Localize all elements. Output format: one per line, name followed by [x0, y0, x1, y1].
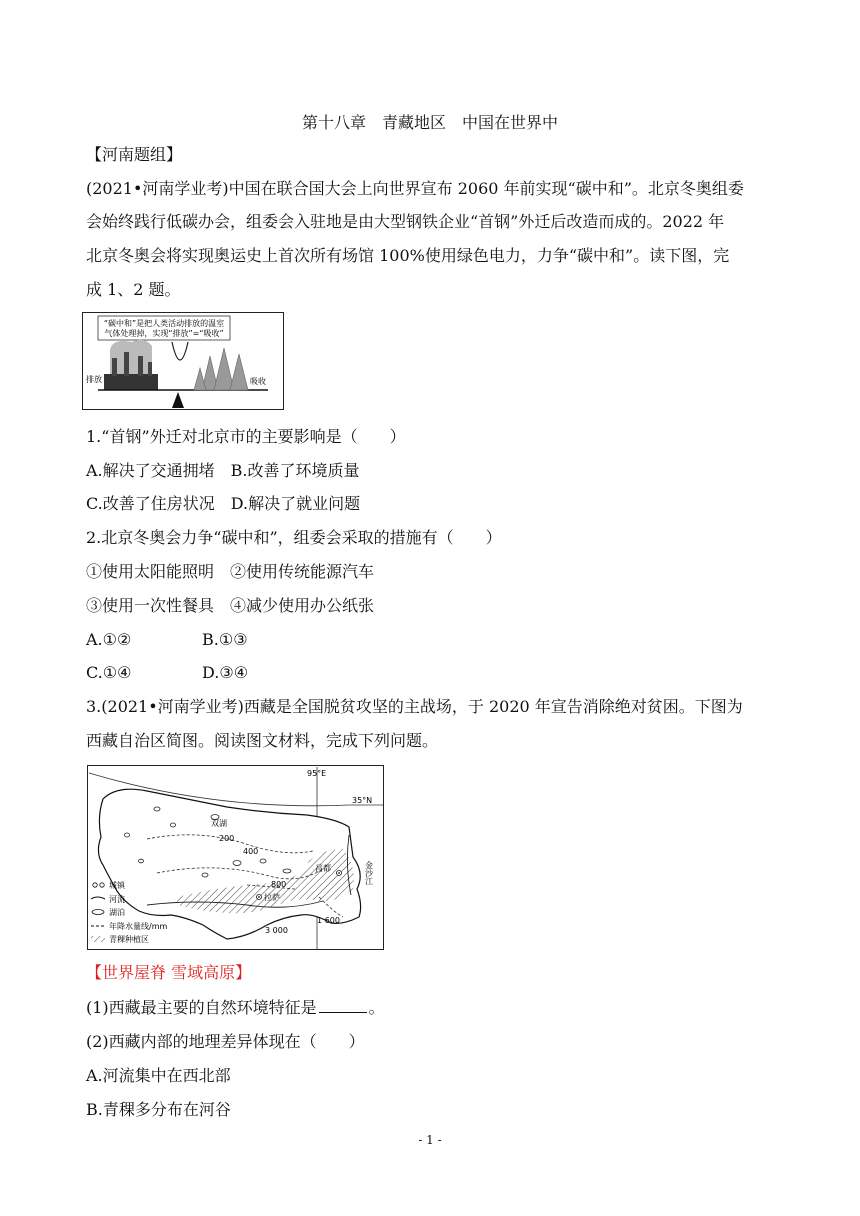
question-1-options-ab: A.解决了交通拥堵 B.改善了环境质量 [86, 461, 360, 480]
question-2-stem: 2.北京冬奥会力争“碳中和”，组委会采取的措施有（ ） [86, 528, 502, 547]
question-2-items-12: ①使用太阳能照明 ②使用传统能源汽车 [86, 562, 375, 581]
question-1-stem: 1.“首钢”外迁对北京市的主要影响是（ ） [86, 427, 406, 446]
isohyet-label-400: 400 [243, 847, 259, 856]
isohyet-label-800: 800 [271, 880, 287, 889]
isohyet-label-200: 200 [219, 834, 235, 843]
intro-line-3: 北京冬奥会将实现奥运史上首次所有场馆 100%使用绿色电力，力争“碳中和”。读下图，完 [86, 246, 730, 265]
isohyet-label-3000: 3 000 [265, 926, 288, 935]
legend-river: 河流 [109, 895, 125, 904]
question-2-option-c: C.①④ [86, 663, 132, 682]
question-3-line-1: 3.(2021•河南学业考)西藏是全国脱贫攻坚的主战场，于 2020 年宣告消除绝对贫困。下图为 [86, 697, 743, 716]
question-2-option-b: B.①③ [202, 630, 248, 649]
carbon-neutral-figure [82, 312, 284, 410]
question-1-options-cd: C.改善了住房状况 D.解决了就业问题 [86, 494, 361, 513]
question-2-option-a: A.①② [86, 630, 132, 649]
group-heading: 【河南题组】 [86, 145, 183, 164]
question-3-line-2: 西藏自治区简图。阅读图文材料，完成下列问题。 [86, 731, 439, 750]
question-2-items-34: ③使用一次性餐具 ④减少使用办公纸张 [86, 596, 375, 615]
figure1-caption-line-2: 气体处理掉，实现“排放”=“吸收” [104, 329, 224, 338]
jinsha-label [364, 860, 374, 886]
subquestion-1-prefix: (1)西藏最主要的自然环境特征是 [86, 998, 317, 1017]
legend-lake: 湖泊 [109, 908, 125, 917]
jinsha-label-text: 金沙江 [364, 861, 374, 885]
subquestion-2-stem: (2)西藏内部的地理差异体现在（ ） [86, 1032, 365, 1051]
figure1-caption-line-1: “碳中和”是把人类活动排放的温室 [103, 319, 225, 328]
legend-isohyet: 年降水量线/mm [109, 922, 168, 931]
intro-line-1: (2021•河南学业考)中国在联合国大会上向世界宣布 2060 年前实现“碳中和”。北京冬奥组委 [86, 179, 744, 198]
subquestion-2-option-a: A.河流集中在西北部 [86, 1066, 231, 1085]
latitude-label: 35°N [352, 796, 373, 805]
city-label-lasa: 拉萨 [264, 893, 280, 902]
tibet-map-figure [87, 765, 384, 950]
section-heading: 【世界屋脊 雪域高原】 [86, 963, 252, 982]
legend-town: 城镇 [109, 881, 125, 890]
lake-label-shuanghu: 双湖 [211, 819, 227, 828]
page-number: - 1 - [418, 1133, 442, 1147]
isohyet-label-1600: 1 600 [317, 916, 340, 925]
intro-line-4: 成 1、2 题。 [86, 280, 181, 299]
subquestion-1-suffix: 。 [368, 998, 385, 1017]
city-label-changdu: 昌都 [315, 864, 331, 873]
longitude-label: 95°E [307, 769, 327, 778]
answer-blank[interactable] [319, 998, 367, 1013]
subquestion-1 [86, 998, 385, 1018]
page-title: 第十八章 青藏地区 中国在世界中 [301, 113, 558, 132]
figure1-right-label: 吸收 [250, 377, 266, 386]
figure1-left-label: 排放 [86, 375, 102, 384]
intro-line-2: 会始终践行低碳办会，组委会入驻地是由大型钢铁企业“首钢”外迁后改造而成的。2022 年 [86, 212, 725, 231]
subquestion-2-option-b: B.青稞多分布在河谷 [86, 1100, 231, 1119]
legend-barley: 青稞种植区 [109, 935, 149, 944]
question-2-option-d: D.③④ [202, 663, 249, 682]
